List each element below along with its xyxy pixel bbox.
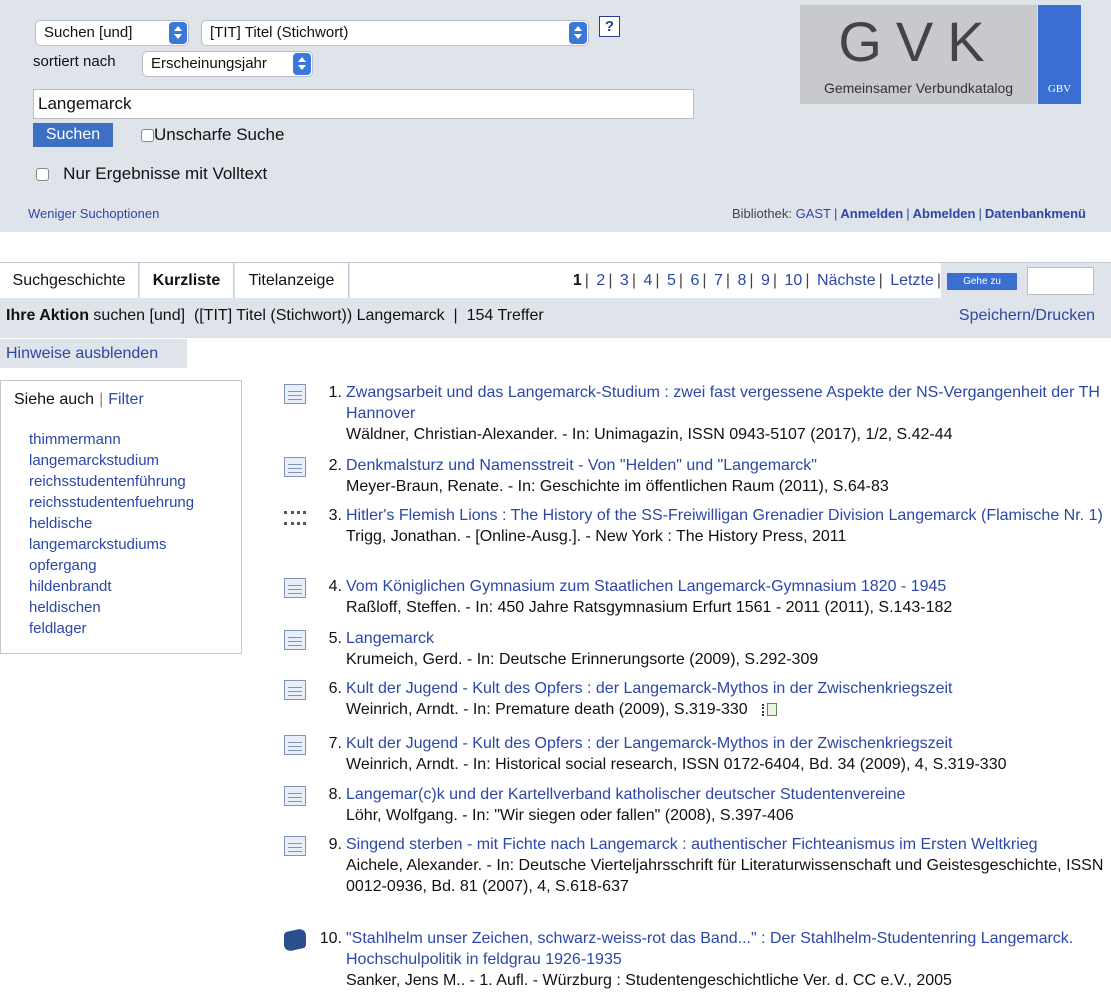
- result-meta: Aichele, Alexander. - In: Deutsche Vierteljahrsschrift für Literaturwissenschaft und Geistesgeschichte, ISSN 0012-0936, Bd. 81 (2007), 4, S.618-637: [346, 857, 1104, 895]
- library-label: Bibliothek:: [731, 206, 792, 221]
- related-term-link[interactable]: reichsstudentenfuehrung: [29, 494, 195, 511]
- search-input[interactable]: Langemarck: [33, 89, 694, 119]
- result-title-link[interactable]: Kult der Jugend - Kult des Opfers : der Langemarck-Mythos in der Zwischenkriegszeit: [346, 680, 953, 697]
- result-number: 4.: [328, 578, 342, 595]
- related-term-link[interactable]: reichsstudentenführung: [29, 473, 186, 490]
- result-meta: Weinrich, Arndt. - In: Premature death (2009), S.319-330: [346, 701, 748, 718]
- result-title-link[interactable]: Langemarck: [346, 630, 435, 647]
- login-link[interactable]: Anmelden: [840, 206, 904, 221]
- related-term-link[interactable]: feldlager: [29, 620, 87, 637]
- related-term-link[interactable]: opfergang: [29, 557, 97, 574]
- result-number: 3.: [328, 507, 342, 524]
- page-link[interactable]: 8: [737, 272, 747, 289]
- result-number: 9.: [328, 836, 342, 853]
- fulltext-label: Nur Ergebnisse mit Volltext: [63, 164, 268, 183]
- result-meta: Wäldner, Christian-Alexander. - In: Unimagazin, ISSN 0943-5107 (2017), 1/2, S.42-44: [346, 426, 953, 443]
- goto-button[interactable]: Gehe zu: [947, 273, 1017, 290]
- page-link[interactable]: 6: [690, 272, 700, 289]
- page-link[interactable]: 3: [619, 272, 629, 289]
- document-icon: [284, 384, 306, 404]
- help-button[interactable]: ?: [599, 16, 620, 37]
- result-title-link[interactable]: "Stahlhelm unser Zeichen, schwarz-weiss-rot das Band..." : Der Stahlhelm-Studentenring Langemarck. Hochschulpolitik in feldgrau 1926-1935: [346, 930, 1074, 968]
- fuzzy-search-option[interactable]: [141, 125, 284, 145]
- select-arrows-icon: [569, 22, 587, 44]
- see-also-tab[interactable]: Siehe auch: [14, 391, 95, 408]
- result-title-link[interactable]: Kult der Jugend - Kult des Opfers : der Langemarck-Mythos in der Zwischenkriegszeit: [346, 735, 953, 752]
- logout-link[interactable]: Abmelden: [912, 206, 976, 221]
- related-terms-list: [29, 429, 194, 639]
- fuzzy-checkbox[interactable]: [141, 129, 154, 142]
- fulltext-option[interactable]: [36, 164, 267, 184]
- document-icon: [284, 457, 306, 477]
- related-term-link[interactable]: thimmermann: [29, 431, 121, 448]
- result-meta: Sanker, Jens M.. - 1. Aufl. - Würzburg : Studentengeschichtliche Ver. d. CC e.V., 2005: [346, 972, 952, 989]
- library-bar: Bibliothek: GAST | Anmelden | Abmelden | Datenbankmenü: [731, 206, 1086, 221]
- page-link[interactable]: 2: [596, 272, 606, 289]
- gbv-badge: GBV: [1047, 83, 1072, 95]
- select-arrows-icon: [293, 53, 311, 75]
- document-icon: [284, 680, 306, 700]
- result-number: 7.: [328, 735, 342, 752]
- next-page-link[interactable]: Nächste: [816, 272, 876, 289]
- save-print-link[interactable]: Speichern/Drucken: [958, 307, 1095, 324]
- result-number: 6.: [328, 680, 342, 697]
- action-text: suchen [und] ([TIT] Titel (Stichwort)) Langemarck | 154 Treffer: [93, 307, 544, 324]
- tab-bar: [0, 262, 1111, 299]
- logo-letters: GVK: [838, 10, 999, 73]
- fulltext-checkbox[interactable]: [36, 168, 49, 181]
- pagination: 1 | 2 | 3 | 4 | 5 | 6 | 7 | 8 | 9 | 10 | Nächste | Letzte |: [350, 263, 941, 299]
- page-link[interactable]: 9: [761, 272, 770, 289]
- sort-value: Erscheinungsjahr: [151, 55, 267, 72]
- action-label: Ihre Aktion: [6, 307, 89, 324]
- page-link[interactable]: 4: [643, 272, 653, 289]
- related-term-link[interactable]: heldische: [29, 515, 93, 532]
- search-button[interactable]: Suchen: [33, 123, 113, 147]
- page-link[interactable]: 5: [666, 272, 676, 289]
- select-arrows-icon: [169, 22, 187, 44]
- related-term-link[interactable]: hildenbrandt: [29, 578, 112, 595]
- filter-tab[interactable]: Filter: [108, 391, 144, 408]
- result-meta: Weinrich, Arndt. - In: Historical social research, ISSN 0172-6404, Bd. 34 (2009), 4, S.319-330: [346, 756, 1007, 773]
- related-term-link[interactable]: langemarckstudiums: [29, 536, 167, 553]
- page-link[interactable]: 10: [784, 272, 803, 289]
- result-number: 2.: [328, 457, 342, 474]
- dbmenu-link[interactable]: Datenbankmenü: [984, 206, 1086, 221]
- search-panel: [0, 0, 1111, 232]
- result-meta: Raßloff, Steffen. - In: 450 Jahre Ratsgymnasium Erfurt 1561 - 2011 (2011), S.143-182: [346, 599, 953, 616]
- field-value: [TIT] Titel (Stichwort): [210, 24, 349, 41]
- last-page-link[interactable]: Letzte: [890, 272, 934, 289]
- library-name-link[interactable]: GAST: [795, 206, 831, 221]
- result-number: 1.: [328, 384, 342, 401]
- sort-select[interactable]: [142, 51, 313, 77]
- fulltext-available-icon[interactable]: [762, 702, 778, 718]
- document-icon: [284, 836, 306, 856]
- tab-search-history[interactable]: Suchgeschichte: [0, 263, 139, 299]
- result-title-link[interactable]: Denkmalsturz und Namensstreit - Von "Helden" und "Langemarck": [346, 457, 817, 474]
- document-icon: [284, 786, 306, 806]
- operator-value: Suchen [und]: [44, 24, 133, 41]
- related-term-link[interactable]: langemarckstudium: [29, 452, 160, 469]
- operator-select[interactable]: [35, 20, 189, 46]
- fuzzy-label: Unscharfe Suche: [154, 125, 285, 144]
- result-title-link[interactable]: Vom Königlichen Gymnasium zum Staatlichen Langemarck-Gymnasium 1820 - 1945: [346, 578, 947, 595]
- document-icon: [284, 630, 306, 650]
- result-title-link[interactable]: Langemar(c)k und der Kartellverband katholischer deutscher Studentenvereine: [346, 786, 906, 803]
- goto-page-input[interactable]: [1027, 267, 1094, 295]
- facet-panel: Siehe auch | Filter thimmermann langemarckstudium reichsstudentenführung reichsstudentenfuehrung heldische langemarckstudiums opfergang hildenbrandt heldischen feldlager: [0, 380, 242, 654]
- film-icon: [284, 511, 306, 525]
- result-meta: Löhr, Wolfgang. - In: "Wir siegen oder fallen" (2008), S.397-406: [346, 807, 794, 824]
- hide-hints-button[interactable]: Hinweise ausblenden: [0, 339, 187, 368]
- result-title-link[interactable]: Hitler's Flemish Lions : The History of the SS-Freiwilligan Grenadier Division Langemarck (Flamische Nr. 1): [346, 507, 1103, 524]
- document-icon: [284, 735, 306, 755]
- result-title-link[interactable]: Zwangsarbeit und das Langemarck-Studium : zwei fast vergessene Aspekte der NS-Vergangenheit der TH Hannover: [346, 384, 1100, 422]
- result-number: 10.: [319, 930, 342, 947]
- book-icon: [284, 928, 306, 953]
- result-number: 8.: [328, 786, 342, 803]
- result-meta: Trigg, Jonathan. - [Online-Ausg.]. - New York : The History Press, 2011: [346, 528, 847, 545]
- result-title-link[interactable]: Singend sterben - mit Fichte nach Langemarck : authentischer Fichteanismus im Ersten Weltkrieg: [346, 836, 1038, 853]
- result-meta: Krumeich, Gerd. - In: Deutsche Erinnerungsorte (2009), S.292-309: [346, 651, 819, 668]
- document-icon: [284, 578, 306, 598]
- action-bar: [0, 298, 1111, 338]
- logo-subtitle: Gemeinsamer Verbundkatalog: [823, 80, 1014, 96]
- sort-label: sortiert nach: [33, 53, 116, 70]
- related-term-link[interactable]: heldischen: [29, 599, 101, 616]
- field-select[interactable]: [201, 20, 589, 46]
- fewer-options-link[interactable]: Weniger Suchoptionen: [28, 206, 160, 221]
- tab-title-display[interactable]: Titelanzeige: [235, 263, 349, 299]
- gvk-logo[interactable]: [800, 5, 1081, 104]
- result-number: 5.: [328, 630, 342, 647]
- result-meta: Meyer-Braun, Renate. - In: Geschichte im öffentlichen Raum (2011), S.64-83: [346, 478, 889, 495]
- page-link[interactable]: 7: [713, 272, 723, 289]
- tab-short-list[interactable]: Kurzliste: [140, 263, 234, 299]
- page-current: 1: [572, 272, 582, 289]
